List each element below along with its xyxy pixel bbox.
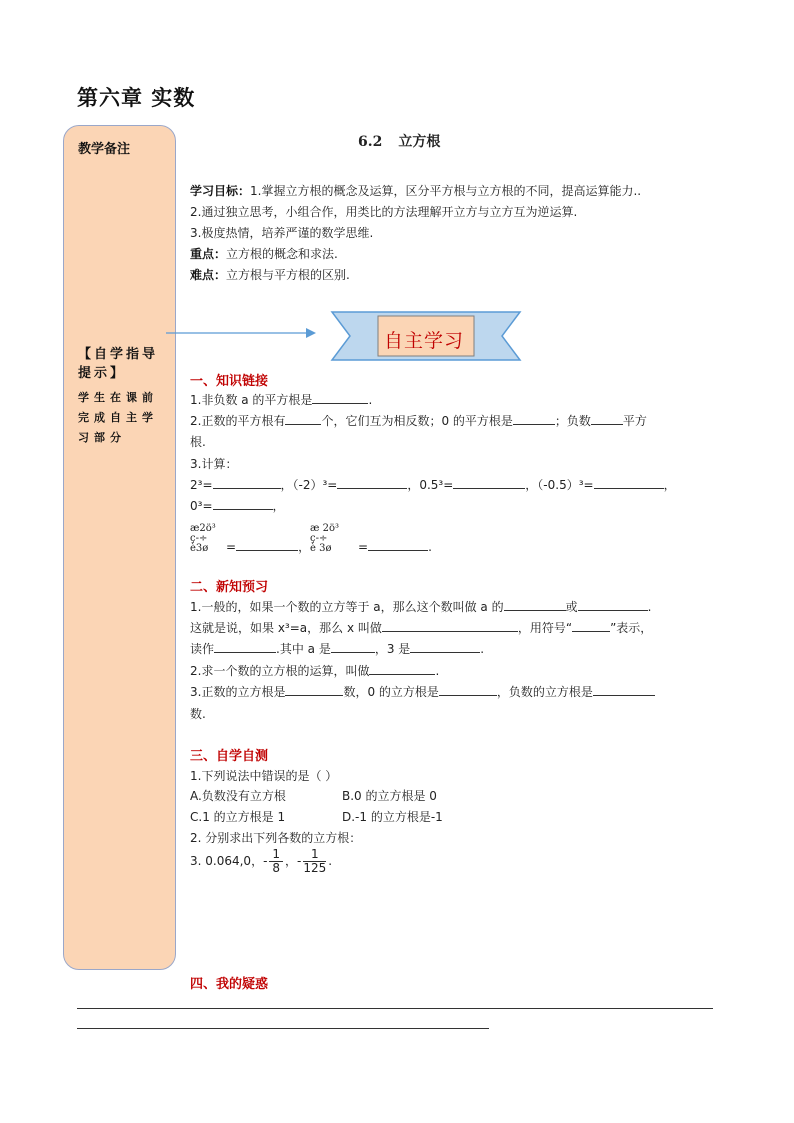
blank [368, 538, 428, 551]
blank [382, 619, 518, 632]
key-point-line [190, 245, 338, 262]
blank [439, 683, 497, 696]
part1-q2-cont: 根. [190, 435, 206, 449]
fraction-expr-1: æ2ö³ ç-÷ è3ø [190, 523, 216, 554]
part3-option-C: C.1 的立方根是 1 [190, 810, 286, 824]
blank [593, 683, 655, 696]
part1-heading: 一、知识链接 [190, 374, 269, 389]
objective-3: 3.极度热情，培养严谨的数学思维. [190, 226, 374, 240]
key-point-text: 立方根的概念和求法. [226, 247, 338, 261]
part3-option-B: B.0 的立方根是 0 [342, 789, 437, 803]
objective-2: 2.通过独立思考，小组合作，用类比的方法理解开立方与立方互为逆运算. [190, 205, 578, 219]
part1-calc-row2: 0³= ， [190, 499, 285, 513]
section-number: 6.2 [358, 134, 383, 150]
blank [410, 640, 480, 653]
blank [572, 619, 610, 632]
blank [331, 640, 375, 653]
part2-line6: 数. [190, 707, 206, 721]
section-name: 立方根 [398, 134, 441, 150]
part2-line5: 3.正数的立方根是 数，0 的立方根是 ，负数的立方根是 [190, 683, 655, 700]
part3-q1: 1.下列说法中错误的是（ ） [190, 769, 338, 783]
part3-heading: 三、自学自测 [190, 749, 269, 764]
fraction-expr-1-blank: = ， [226, 540, 311, 554]
difficulty-label: 难点： [190, 268, 227, 282]
blank [594, 476, 664, 489]
blank [285, 683, 343, 696]
blank [578, 598, 648, 611]
self-study-banner-text: 自主学习 [384, 330, 465, 352]
difficulty-text: 立方根与平方根的区别. [226, 268, 350, 282]
part2-line4: 2.求一个数的立方根的运算，叫做 . [190, 664, 440, 678]
objective-line-1 [190, 182, 641, 199]
blank [236, 538, 298, 551]
blank [504, 598, 566, 611]
blank [213, 476, 281, 489]
fraction-1-over-125: $\frac{1}{125}$ [303, 847, 327, 875]
fraction-expr-2: æ 2ö³ ç-÷ è 3ø [310, 523, 339, 554]
teaching-notes-label: 教学备注 [78, 142, 131, 157]
blank [453, 476, 525, 489]
objectives-label: 学习目标： [190, 184, 251, 198]
part2-line2: 这就是说，如果 x³=a，那么 x 叫做 ，用符号“ ”表示， [190, 621, 653, 635]
part1-q1: 1.非负数 a 的平方根是 . [190, 393, 373, 407]
part1-calc-row1: 2³= ，（-2）³= ，0.5³= ，（-0.5）³= ， [190, 478, 676, 492]
blank [513, 412, 555, 425]
part3-q2: 2. 分别求出下列各数的立方根： [190, 831, 362, 845]
part2-line3: 读作 .其中 a 是 ，3 是 . [190, 642, 485, 656]
answer-line-1 [77, 1008, 713, 1009]
blank [591, 412, 623, 425]
part2-heading: 二、新知预习 [190, 580, 269, 595]
self-study-guide-desc: 学生在课前完成自主学习部分 [78, 391, 158, 444]
part2-line1: 1.一般的，如果一个数的立方等于 a，那么这个数叫做 a 的 或 . [190, 600, 652, 614]
self-study-guide-label: 【自学指导提示】 [78, 347, 159, 381]
blank [213, 497, 273, 510]
key-point-label: 重点： [190, 247, 227, 261]
answer-line-2 [77, 1028, 489, 1029]
difficulty-line [190, 266, 350, 283]
part1-q2: 2.正数的平方根有 个，它们互为相反数；0 的平方根是 ；负数 平方 [190, 414, 647, 428]
blank [312, 391, 368, 404]
blank [214, 640, 276, 653]
pointer-arrow [166, 320, 316, 350]
blank [285, 412, 321, 425]
chapter-title: 第六章 实数 [77, 85, 196, 110]
part3-option-A: A.负数没有立方根 [190, 789, 286, 803]
objective-1: 1.掌握立方根的概念及运算，区分平方根与立方根的不同，提高运算能力.. [250, 184, 642, 198]
part1-q3: 3.计算： [190, 457, 238, 471]
part3-q3: 3. 0.064,0，- $\frac{1}{8}$ ，- $\frac{1}{125}$ . [190, 847, 333, 875]
blank [369, 662, 435, 675]
section-title [358, 131, 440, 151]
part4-heading: 四、我的疑惑 [190, 977, 269, 992]
fraction-1-over-8: $\frac{1}{8}$ [269, 848, 283, 875]
blank [337, 476, 407, 489]
part3-option-D: D.-1 的立方根是-1 [342, 810, 443, 824]
teaching-notes-sidebar [63, 125, 176, 970]
fraction-expr-2-blank: = . [358, 540, 432, 554]
